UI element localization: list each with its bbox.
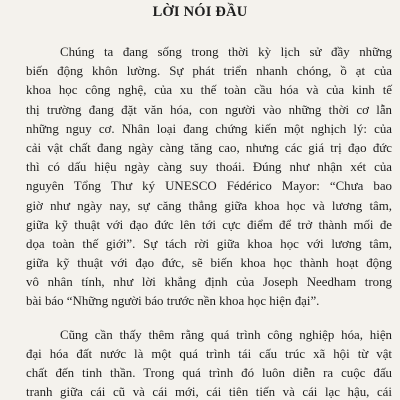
paragraph-2: [26, 326, 392, 400]
text-line: tranh giữa cái cũ và cái mới, cái tiên tiến và cái lạc hậu, cái: [26, 385, 392, 400]
text-line: bài báo “Những người báo trước nền khoa học hiện đại”.: [26, 294, 320, 309]
text-line: giữa kỹ thuật với đạo đức lên tới cực điểm để trở thành mối đe: [26, 217, 392, 232]
text-line: thị trường đang đặt văn hóa, con người vào những thời cơ lẫn: [26, 102, 392, 117]
text-line: vô nhân tính, như lời khẳng định của Joseph Needham trong: [26, 275, 392, 290]
text-line: dọa toàn thế giới”. Sự tách rời giữa khoa học với lương tâm,: [26, 236, 392, 251]
paragraph-1: [26, 43, 392, 312]
text-line: Chúng ta đang sống trong thời kỳ lịch sử đầy những: [60, 45, 392, 59]
text-line: Cũng cần thấy thêm rằng quá trình công nghiệp hóa, hiện: [60, 327, 392, 342]
text-line: nguyên Tổng Thư ký UNESCO Fédérico Mayor: “Chưa bao: [26, 179, 392, 194]
text-line: những nguy cơ. Nhân loại đang chứng kiến một nghịch lý: của: [26, 121, 392, 136]
text-line: biến động khôn lường. Sự phát triển nhanh chóng, ồ ạt của: [26, 64, 392, 79]
text-line: giờ như ngày nay, sự căng thẳng giữa khoa học và lương tâm,: [26, 198, 392, 213]
page-title: LỜI NÓI ĐẦU: [152, 4, 248, 20]
text-line: chất đến tinh thần. Trong quá trình đó luôn diễn ra cuộc đấu: [26, 366, 392, 380]
body-text: [26, 43, 392, 400]
paragraph-gap: [26, 312, 392, 326]
text-line: đại hóa đất nước là một quá trình tái cấu trúc xã hội từ vật: [26, 346, 392, 361]
text-line: giữa kỹ thuật với đạo đức, sẽ biến khoa học thành hoạt động: [26, 256, 392, 271]
text-line: thì có dấu hiệu ngày càng suy thoái. Đúng như nhận xét của: [26, 160, 392, 175]
text-line: khoa học công nghệ, của xu thế toàn cầu hóa và của kinh tế: [26, 83, 392, 98]
text-line: cải vật chất đang ngày càng tăng cao, nhưng các giá trị đạo đức: [26, 140, 392, 155]
